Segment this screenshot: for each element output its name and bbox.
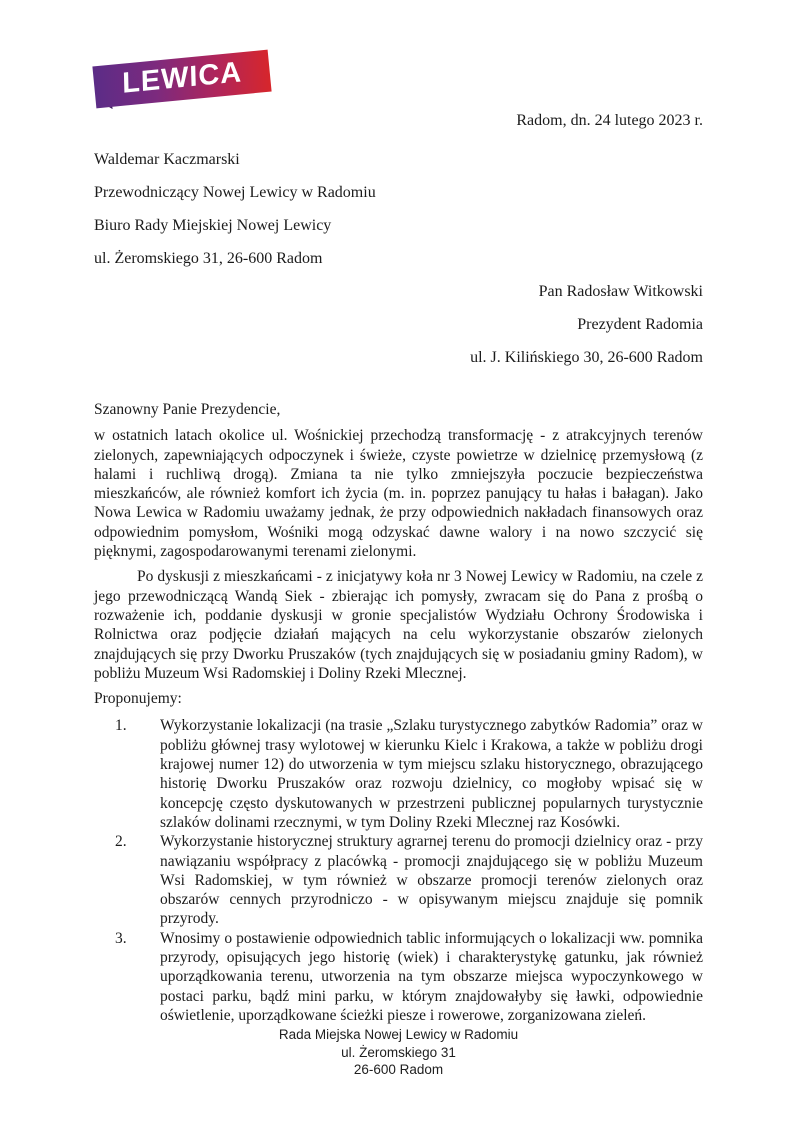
body-paragraph-1: w ostatnich latach okolice ul. Wośnickiej przechodzą transformację - z atrakcyjnych terenów zielonych, zapewniających odpoczynek i świeże, czyste powietrze w dzielnicę przemysłową (z halami i ruchliwą drogą). Zmiana ta nie tylko zmniejszyła poczucie bezpieczeństwa mieszkańców, ale również komfort ich życia (m. in. poprzez panujący tu hałas i bałagan). Jako Nowa Lewica w Radomiu uważamy jednak, że przy odpowiednich nakładach finansowych oraz odpowiednim pomysłom, Wośniki mogą odzyskać dawne walory i na nowo szczycić się pięknymi, zagospodarowanymi terenami zielonymi. xyxy=(94,427,703,561)
recipient-address: ul. J. Kilińskiego 30, 26-600 Radom xyxy=(470,349,703,366)
proposal-text: Wnosimy o postawienie odpowiednich tablic informujących o lokalizacji ww. pomnika przyrody, opisujących jego historię (wiek) i charakterystykę gatunku, jak również uporządkowania terenu, utworzenia na tym obszarze miejsca wypoczynkowego w postaci parku, bądź mini parku, w którym znajdowałyby się ławki, odpowiednie oświetlenie, uporządkowane ścieżki piesze i rowerowe, zorganizowana zieleń. xyxy=(160,929,703,1024)
footer-organization: Rada Miejska Nowej Lewicy w Radomiu xyxy=(278,1027,519,1043)
proposals-intro: Proponujemy: xyxy=(94,690,182,708)
proposal-number: 1. xyxy=(115,717,127,735)
recipient-title: Prezydent Radomia xyxy=(577,316,703,333)
recipient-name: Pan Radosław Witkowski xyxy=(538,283,703,300)
footer-block xyxy=(94,1026,703,1079)
salutation: Szanowny Panie Prezydencie, xyxy=(94,401,281,418)
proposal-item-1 xyxy=(94,716,703,832)
footer-city: 26-600 Radom xyxy=(353,1062,444,1078)
footer-street: ul. Żeromskiego 31 xyxy=(341,1044,456,1060)
sender-name: Waldemar Kaczmarski xyxy=(94,151,240,168)
recipient-block xyxy=(94,275,703,374)
proposal-item-3 xyxy=(94,929,703,1025)
proposal-number: 2. xyxy=(115,833,127,851)
proposal-list xyxy=(94,716,703,1025)
body-paragraph-2: Po dyskusji z mieszkańcami - z inicjatywy koła nr 3 Nowej Lewicy w Radomiu, na czele z jego przewodniczącą Wandą Siek - zbierając ich pomysły, zwracam się do Pana z prośbą o rozważenie ich, poddanie dyskusji w gronie specjalistów Wydziału Ochrony Środowiska i Rolnictwa oraz podjęcie działań mających na celu wykorzystanie obszarów zielonych znajdujących się przy Dworku Pruszaków (tych znajdujących się w posiadaniu gminy Radom), w pobliżu Muzeum Wsi Radomskiej i Doliny Rzeki Mlecznej. xyxy=(94,568,703,682)
proposal-number: 3. xyxy=(115,929,127,947)
proposal-text: Wykorzystanie lokalizacji (na trasie „Szlaku turystycznego zabytków Radomia” oraz w pobliżu głównej trasy wylotowej w kierunku Kielc i Krakowa, a także w pobliżu drogi krajowej numer 12) do utworzenia w tym miejscu szlaku historycznego, obrazującego historię Dworku Pruszaków oraz rozwoju dzielnicy, co mogłoby wpisać się w koncepcję często dyskutowanych w przestrzeni publicznej popularnych turystycznie szlaków dolinami rzecznymi, w tym Doliny Rzeki Mlecznej raz Kosówki. xyxy=(160,717,703,831)
sender-title: Przewodniczący Nowej Lewicy w Radomiu xyxy=(94,184,376,201)
proposal-item-2 xyxy=(94,832,703,928)
date-line: Radom, dn. 24 lutego 2023 r. xyxy=(516,112,703,129)
sender-office: Biuro Rady Miejskiej Nowej Lewicy xyxy=(94,217,332,234)
proposal-text: Wykorzystanie historycznej struktury agrarnej terenu do promocji dzielnicy oraz - przy nawiązaniu współpracy z placówką - promocji znajdującego się w pobliżu Muzeum Wsi Radomskiej, w tym również w obszarze promocji terenów zielonych oraz obszarów cennych przyrodniczo - w opisywanym miejscu znajduje się pomnik przyrody. xyxy=(160,833,703,928)
sender-block xyxy=(94,143,703,275)
sender-address: ul. Żeromskiego 31, 26-600 Radom xyxy=(94,250,323,267)
lewica-logo-text: LEWICA xyxy=(121,55,243,100)
